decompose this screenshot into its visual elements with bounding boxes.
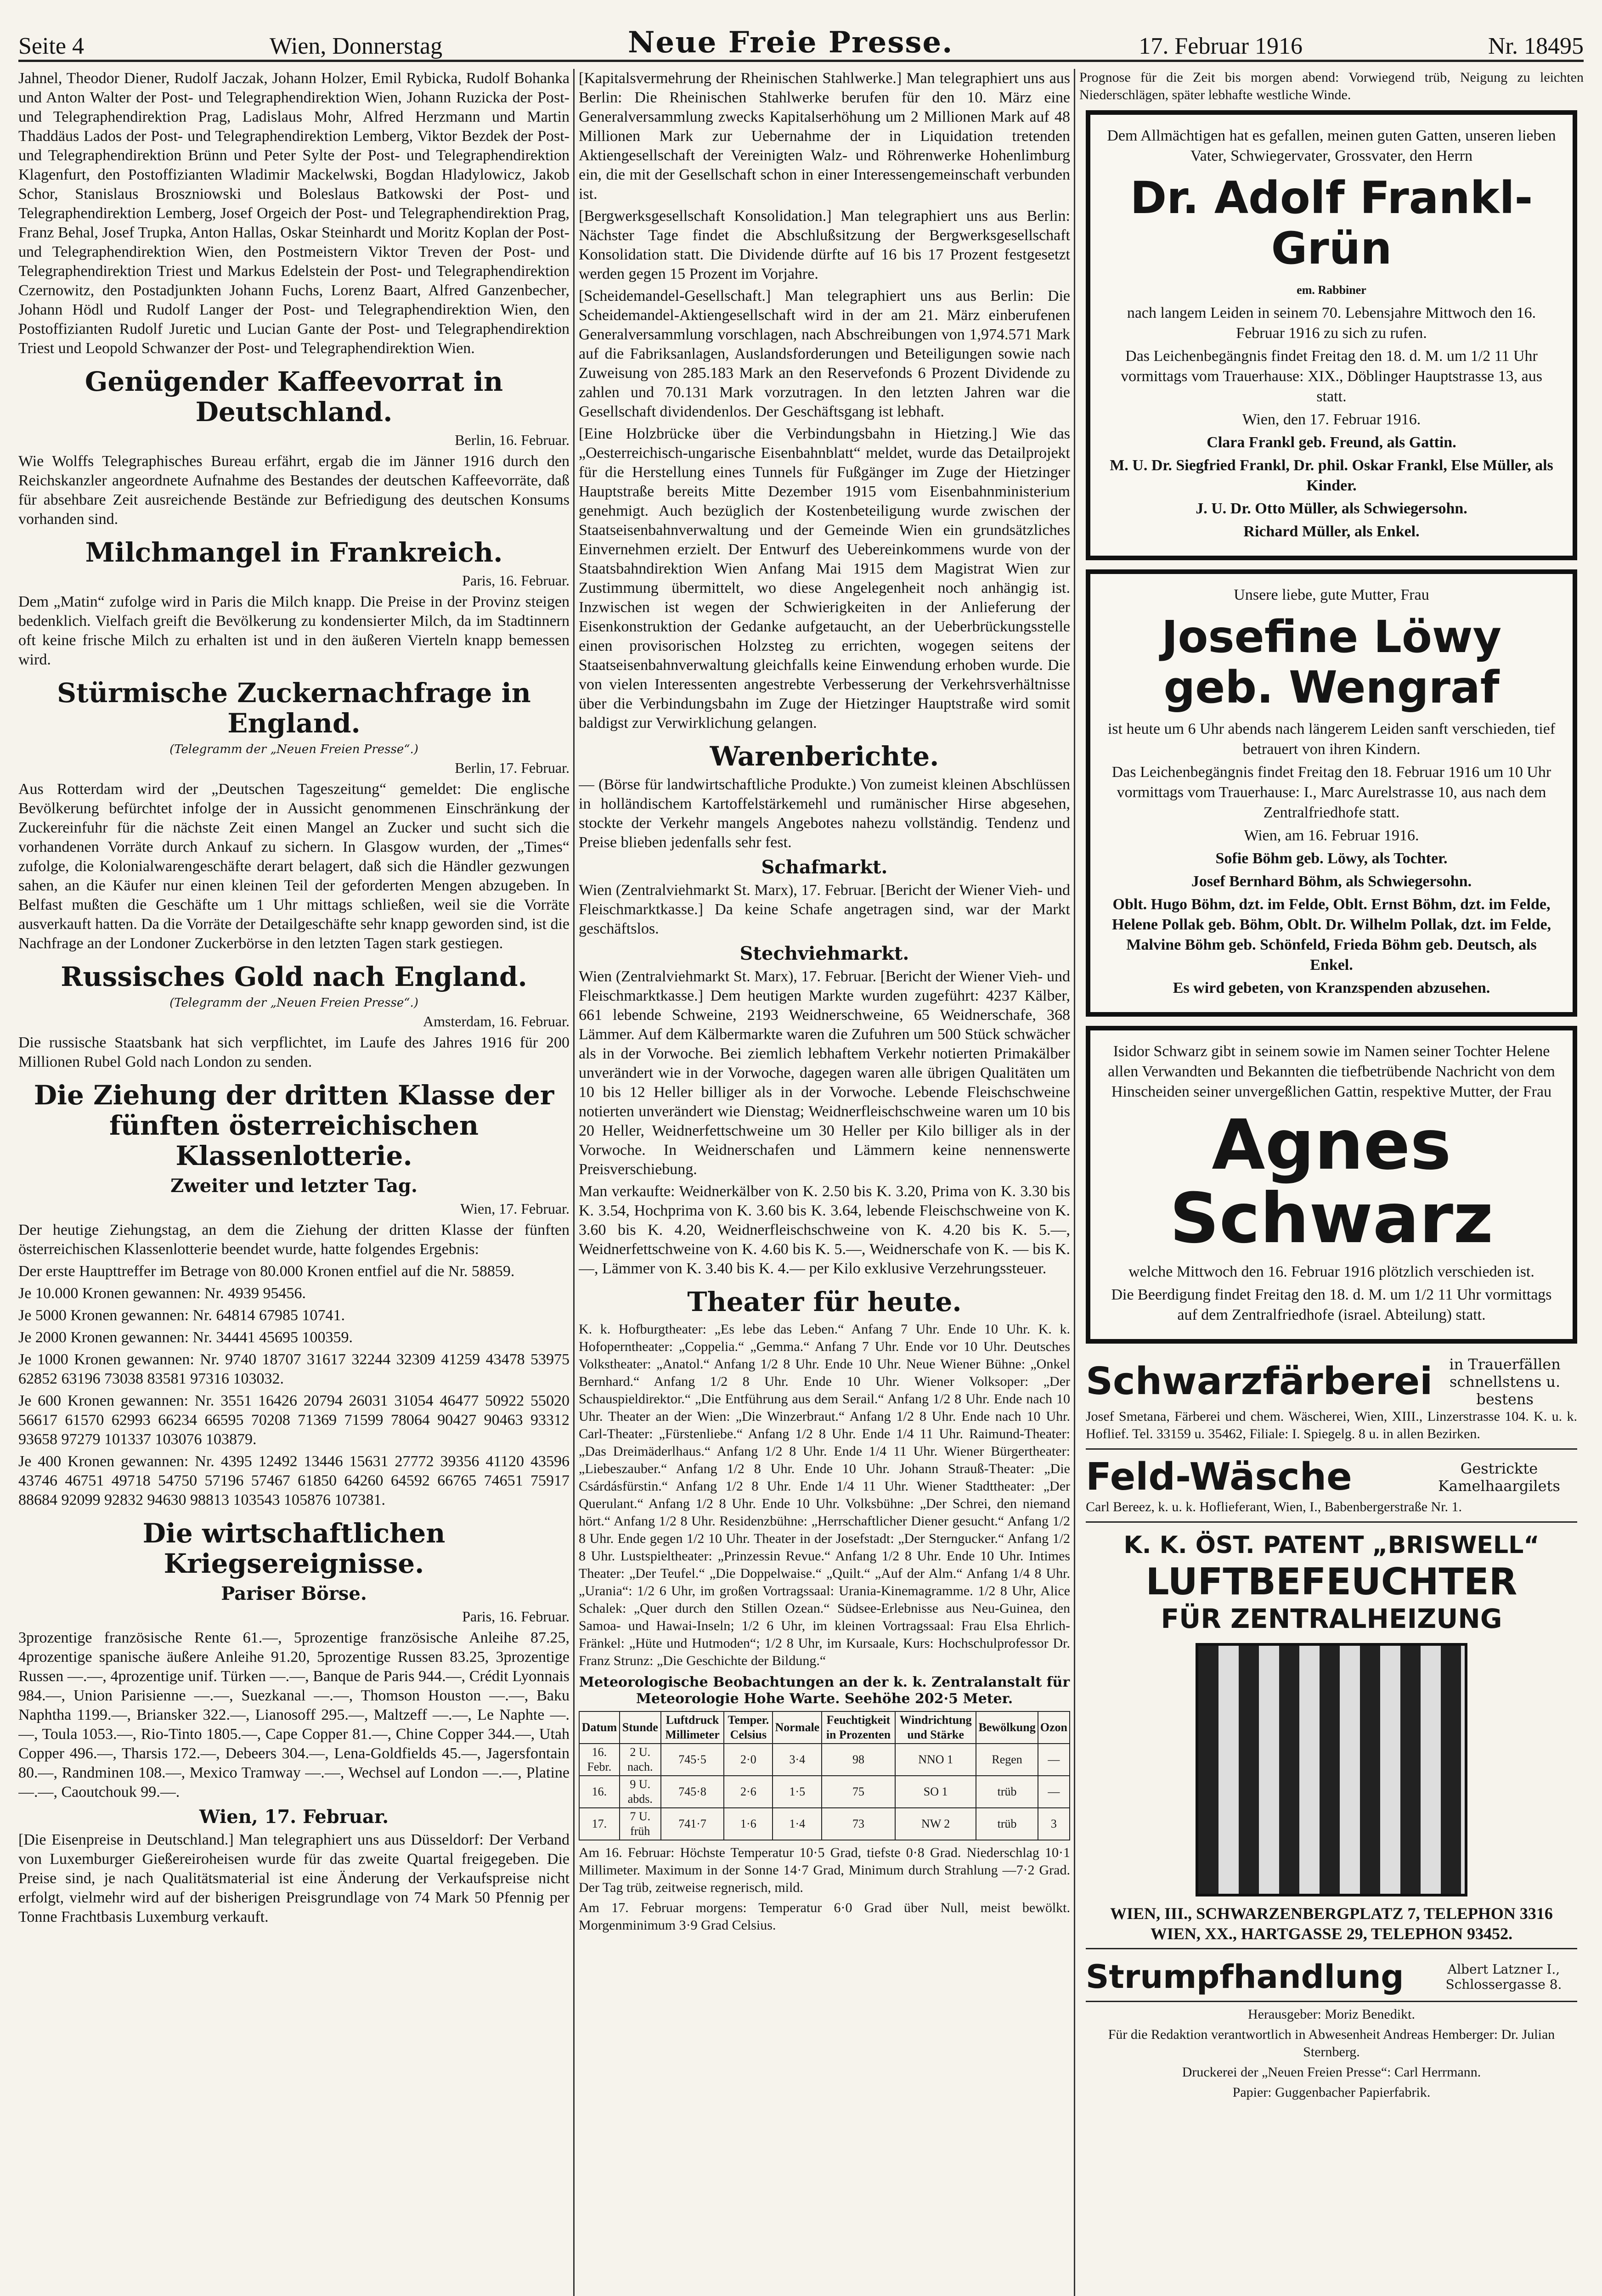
article-text: Wie Wolffs Telegraphisches Bureau erfährt, ergab die im Jänner 1916 durch den Reichskanzler angeordnete Aufnahme des Bestandes der deutschen Kaffeevorräte, daß für absehbare Zeit ausreichende Bestände zur Befriedigung des deutschen Konsums vorhanden sind. xyxy=(18,453,570,528)
ad-side-text: in Trauerfällen schnellstens u. bestens xyxy=(1449,1356,1561,1408)
article-heading: Milchmangel in Frankreich. xyxy=(85,537,503,568)
advertisement xyxy=(1086,1353,1577,1450)
masthead xyxy=(18,18,1584,62)
table-cell: 16. Febr. xyxy=(579,1744,620,1776)
notice-signatory: Josef Bernhard Böhm, als Schwiegersohn. xyxy=(1191,873,1472,890)
ad-headline: Strumpfhandlung xyxy=(1086,1958,1404,1996)
article-text: Wien (Zentralviehmarkt St. Marx), 17. Februar. [Bericht der Wiener Vieh- und Fleischmarktkasse.] Dem heutigen Markte wurden zugeführt: 4237 Kälber, 661 lebende Schweine, 2193 Weidnerschweine, 65 Weidnerschafe, 368 Lämmer. Auf dem Kälbermarkte waren die Zufuhren um 500 Stück schwächer als in der Vorwoche. Bei ziemlich lebhaftem Verkehr notierten Primakälber unverändert wie in der Vorwoche, dagegen waren alle übrigen Qualitäten um 10 bis 12 Heller billiger als in der Vorwoche. Lebende Fleischschweine notierten unverändert wie Dienstag; Weidnerfleischschweine waren um 10 bis 20 Heller, Weidnerfettschweine um 30 Heller per Kilo billiger als in der Vorwoche. In Weidnerschafen und Lämmern keine nennenswerte Preisverschiebung. xyxy=(579,968,1070,1178)
notice-signatory: Richard Müller, als Enkel. xyxy=(1243,523,1420,540)
notice-name: Agnes Schwarz xyxy=(1169,1105,1494,1259)
article-text: [Bergwerksgesellschaft Konsolidation.] Man telegraphiert uns aus Berlin: Nächster Tage findet die Abschlußsitzung der Bergwerksgesellschaft Konsolidation statt. Die Dividende dürfte auf 16 bis 17 Prozent festgesetzt werden gegen 15 Prozent im Vorjahre. xyxy=(579,208,1070,282)
imprint xyxy=(1079,2006,1584,2101)
article-text: Der heutige Ziehungstag, an dem die Ziehung der dritten Klasse der fünften österreichischen Klassenlotterie beendet wurde, hatte folgendes Ergebnis: xyxy=(18,1221,570,1258)
article-text: 3prozentige französische Rente 61.—, 5prozentige französische Anleihe 87.25, 4prozentige spanische äußere Anleihe 91.20, 5prozentige Russen 83.25, 3prozentige Russen —.—, 4prozentige unif. Türken —.—, Banque de Paris 944.—, Crédit Lyonnais 984.—, Union Parisienne —.—, Suezkanal —.—, Thomson Houston —.—, Baku Naphtha 1199.—, Briansker 322.—, Lianosoff 295.—, Maltzeff —.—, Le Naphte —.—, Toula 1053.—, Rio-Tinto 1805.—, Cape Copper 81.—, Chine Copper 344.—, Utah Copper 496.—, Tharsis 172.—, Debeers 304.—, Lena-Goldfields 45.—, Jagersfontain 80.—, Randminen 108.—, Mexico Tramway —.—, Wechsel auf London —.—, Platine —.—, Caoutchouk 99.—. xyxy=(18,1629,570,1801)
table-header: Windrichtung und Stärke xyxy=(895,1711,976,1744)
section-heading: Theater für heute. xyxy=(687,1286,962,1317)
table-row xyxy=(579,1808,1070,1840)
table-cell: 3·4 xyxy=(773,1744,822,1776)
table-cell: 1·4 xyxy=(773,1808,822,1840)
notice-signatory: Es wird gebeten, von Kranzspenden abzusehen. xyxy=(1173,979,1490,996)
imprint-line: Papier: Guggenbacher Papierfabrik. xyxy=(1232,2085,1431,2100)
place-day: Wien, Donnerstag xyxy=(269,33,443,59)
dateline: Paris, 16. Februar. xyxy=(462,572,570,589)
dateline: Berlin, 17. Februar. xyxy=(455,760,570,776)
article-text: — (Börse für landwirtschaftliche Produkte.) Von zumeist kleinen Abschlüssen in holländischem Kartoffelstärkemehl und rumänischer Hirse abgesehen, stockte der Verkehr mangels Angebotes nahezu vollständig. Tendenz und Preise blieben jedenfalls sehr fest. xyxy=(579,776,1070,851)
table-cell: 2 U. nach. xyxy=(620,1744,661,1776)
ad-text: Josef Smetana, Färberei und chem. Wäscherei, Wien, XIII., Linzerstrasse 104. K. u. k. Hoflief. Tel. 33159 u. 35462, Filiale: I. Spiegelg. 8 u. in allen Bezirken. xyxy=(1086,1409,1577,1441)
ad-side-text: Gestrickte Kamelhaargilets xyxy=(1438,1460,1560,1495)
article-text: [Eine Holzbrücke über die Verbindungsbahn in Hietzing.] Wie das „Oesterreichisch-ungarische Eisenbahnblatt“ meldet, wurde das Detailprojekt für die Herstellung eines Tunnels für Fußgänger im Zuge der Hietzinger Hauptstraße bereits Mitte Dezember 1915 vom Eisenbahnministerium genehmigt. Auch bezüglich der Kostenbeteiligung wurde zwischen der Staatseisenbahnverwaltung und der Gemeinde Wien ein grundsätzliches Einvernehmen erzielt. Der Entwurf des Uebereinkommens wurde von der Staatsbahndirektion Wien Anfang Mai 1915 dem Magistrat Wien zur Zustimmung übermittelt, wo diese Angelegenheit noch anhängig ist. Inzwischen ist wegen der Schwierigkeiten in der Anlieferung der Eisenkonstruktion der Gedanke aufgetaucht, an der Ueberbrückungsstelle einen provisorischen Holzsteg zu errichten, wogegen seitens der Staatseisenbahnverwaltung gleichfalls keine Einwendung erhoben wurde. Die von vielen Interessenten angestrebte Verbesserung der Verkehrsverhältnisse über die Verbindungsbahn im Zuge der Hietzinger Hauptstraße wird somit baldigst zur Verwirklichung gelangen. xyxy=(579,425,1070,732)
imprint-line: Druckerei der „Neuen Freien Presse“: Carl Herrmann. xyxy=(1182,2065,1481,2080)
ad-headline: Feld-Wäsche xyxy=(1086,1455,1352,1499)
article-text: [Scheidemandel-Gesellschaft.] Man telegraphiert uns aus Berlin: Die Scheidemandel-Aktiengesellschaft wird in der am 21. März einberufenen Generalversammlung vorschlagen, nach Abschreibungen von 1,974.571 Mark auf die Fabriksanlagen, Auslandsforderungen und Beteiligungen sowie nach Zuweisung von 285.183 Mark an den Reservefonds 6 Prozent Dividende zu zahlen und 70.131 Mark vorzutragen. In den letzten Jahren war die Gesellschaft dividendenlos. Der Geschäftsgang ist lebhaft. xyxy=(579,287,1070,420)
ad-text: WIEN, III., SCHWARZENBERGPLATZ 7, TELEPHON 3316 xyxy=(1110,1904,1553,1923)
table-cell: 745·5 xyxy=(661,1744,724,1776)
notice-text: nach langem Leiden in seinem 70. Lebensjahre Mittwoch den 16. Februar 1916 zu sich zu rufen. xyxy=(1127,304,1536,342)
dateline: Berlin, 16. Februar. xyxy=(455,432,570,448)
lottery-main-prize: Der erste Haupttreffer im Betrage von 80.000 Kronen entfiel auf die Nr. 58859. xyxy=(18,1263,515,1280)
column-rule xyxy=(1074,69,1075,2296)
lottery-line: Je 1000 Kronen gewannen: Nr. 9740 18707 31617 32244 32309 41259 43478 53975 62852 63196 73038 83581 97316 103032. xyxy=(18,1351,570,1387)
page-number: Seite 4 xyxy=(18,33,84,59)
table-header: Feuchtigkeit in Prozenten xyxy=(822,1711,895,1744)
imprint-line: Herausgeber: Moriz Benedikt. xyxy=(1247,2007,1416,2022)
article-subheading: Wien, 17. Februar. xyxy=(199,1806,389,1828)
table-cell: trüb xyxy=(976,1808,1038,1840)
table-header-row xyxy=(579,1711,1070,1744)
table-cell: 9 U. abds. xyxy=(620,1776,661,1808)
notice-signatory: Oblt. Hugo Böhm, dzt. im Felde, Oblt. Ernst Böhm, dzt. im Felde, Helene Pollak geb. Böhm, Oblt. Dr. Wilhelm Pollak, dzt. im Felde, Malvine Böhm geb. Schönfeld, Frieda Böhm geb. Deutsch, als Enkel. xyxy=(1111,896,1551,974)
table-cell: trüb xyxy=(976,1776,1038,1808)
notice-signatory: Clara Frankl geb. Freund, als Gattin. xyxy=(1207,434,1456,451)
weather-text: Am 16. Februar: Höchste Temperatur 10·5 Grad, tiefste 0·8 Grad. Niederschlag 10·1 Millimeter. Maximum in der Sonne 14·7 Grad, Minimum durch Strahlung —7·2 Grad. Der Tag trüb, zeitweise regnerisch, mild. xyxy=(579,1845,1070,1895)
column-1 xyxy=(18,69,570,2296)
table-row xyxy=(579,1776,1070,1808)
ad-headline: LUFTBEFEUCHTER xyxy=(1145,1560,1517,1603)
notice-signatory: J. U. Dr. Otto Müller, als Schwiegersohn. xyxy=(1196,500,1467,517)
article-heading: Die Ziehung der dritten Klasse der fünften österreichischen Klassenlotterie. xyxy=(34,1080,554,1171)
ad-text: WIEN, XX., HARTGASSE 29, TELEPHON 93452. xyxy=(1150,1925,1513,1943)
table-cell: SO 1 xyxy=(895,1776,976,1808)
ad-text: Carl Bereez, k. u. k. Hoflieferant, Wien, I., Babenbergerstraße Nr. 1. xyxy=(1086,1499,1462,1514)
death-notice xyxy=(1086,110,1577,560)
table-cell: Regen xyxy=(976,1744,1038,1776)
table-cell: NW 2 xyxy=(895,1808,976,1840)
article-text: [Kapitalsvermehrung der Rheinischen Stahlwerke.] Man telegraphiert uns aus Berlin: Die Rheinischen Stahlwerke berufen für den 10. März eine Generalversammlung zwecks Kapitalserhöhung um 2 Millionen Mark auf 48 Millionen Mark zur Uebernahme der in Liquidation tretenden Aktiengesellschaft der Vereinigten Walz- und Röhrenwerke Hohenlimburg ein, die mit der Gesellschaft schon in einer Interessengemeinschaft verbunden ist. xyxy=(579,70,1070,203)
table-cell: 16. xyxy=(579,1776,620,1808)
table-cell: 17. xyxy=(579,1808,620,1840)
column-3 xyxy=(1079,69,1584,2296)
ad-headline: K. K. ÖST. PATENT „BRISWELL“ xyxy=(1123,1531,1540,1559)
column-2 xyxy=(579,69,1070,2296)
article-text: Die russische Staatsbank hat sich verpflichtet, im Laufe des Jahres 1916 für 200 Millionen Rubel Gold nach London zu senden. xyxy=(18,1034,570,1070)
table-cell: — xyxy=(1038,1744,1070,1776)
dateline: Paris, 16. Februar. xyxy=(462,1608,570,1625)
table-row xyxy=(579,1744,1070,1776)
table-header: Temper. Celsius xyxy=(724,1711,773,1744)
table-cell: 7 U. früh xyxy=(620,1808,661,1840)
notice-signatory: M. U. Dr. Siegfried Frankl, Dr. phil. Oskar Frankl, Else Müller, als Kinder. xyxy=(1110,457,1553,494)
article-heading: Russisches Gold nach England. xyxy=(61,961,527,992)
dateline: Wien, 17. Februar. xyxy=(460,1200,570,1217)
notice-text: ist heute um 6 Uhr abends nach längerem Leiden sanft verschieden, tief betrauert von ihren Kindern. xyxy=(1107,720,1556,758)
ad-headline: Schwarzfärberei xyxy=(1086,1360,1433,1403)
ad-headline: FÜR ZENTRALHEIZUNG xyxy=(1161,1603,1502,1634)
notice-name: Josefine Löwy geb. Wengraf xyxy=(1161,611,1502,713)
article-heading: Genügender Kaffeevorrat in Deutschland. xyxy=(85,366,503,428)
advertisement xyxy=(1086,1526,1577,1949)
table-cell: 741·7 xyxy=(661,1808,724,1840)
weather-heading: Meteorologische Beobachtungen an der k. k. Zentralanstalt für Meteorologie Hohe Warte. Seehöhe 202·5 Meter. xyxy=(579,1674,1070,1707)
column-rule xyxy=(573,69,575,2296)
notice-text: Das Leichenbegängnis findet Freitag den 18. d. M. um 1/2 11 Uhr vormittags vom Trauerhause: XIX., Döblinger Hauptstrasse 13, aus statt. xyxy=(1121,348,1542,405)
article-text: Wien (Zentralviehmarkt St. Marx), 17. Februar. [Bericht der Wiener Vieh- und Fleischmarktkasse.] Da keine Schafe angetragen sind, war der Markt geschäftslos. xyxy=(579,882,1070,937)
table-cell: 3 xyxy=(1038,1808,1070,1840)
article-text: Dem „Matin“ zufolge wird in Paris die Milch knapp. Die Preise in der Provinz steigen bedenklich. Vielfach greift die Bevölkerung zu kondensierter Milch, da im Stadtinnern oft keine frische Milch zu erhalten ist und in den äußeren Vierteln knapp bemessen wird. xyxy=(18,593,570,668)
article-subheading: Schafmarkt. xyxy=(761,856,888,878)
dateline: Amsterdam, 16. Februar. xyxy=(423,1013,570,1030)
article-subheading: Zweiter und letzter Tag. xyxy=(170,1175,417,1197)
notice-text: Das Leichenbegängnis findet Freitag den 18. Februar 1916 um 10 Uhr vormittags vom Trauerhause: I., Marc Aurelstrasse 10, aus nach dem Zentralfriedhofe statt. xyxy=(1111,764,1551,821)
table-cell: — xyxy=(1038,1776,1070,1808)
advertisement xyxy=(1086,1453,1577,1523)
imprint-line: Für die Redaktion verantwortlich in Abwesenheit Andreas Hemberger: Dr. Julian Sternberg. xyxy=(1108,2027,1555,2060)
table-header: Stunde xyxy=(620,1711,661,1744)
weather-table xyxy=(579,1711,1070,1840)
table-cell: NNO 1 xyxy=(895,1744,976,1776)
article-heading: Stürmische Zuckernachfrage in England. xyxy=(57,677,531,739)
notice-text: Die Beerdigung findet Freitag den 18. d. M. um 1/2 11 Uhr vormittags auf dem Zentralfriedhofe (israel. Abteilung) statt. xyxy=(1111,1286,1552,1323)
telegram-note: (Telegramm der „Neuen Freien Presse“.) xyxy=(169,743,418,756)
table-cell: 745·8 xyxy=(661,1776,724,1808)
article-text: Man verkaufte: Weidnerkälber von K. 2.50 bis K. 3.20, Prima von K. 3.30 bis K. 3.54, Hochprima von K. 3.60 bis K. 3.64, lebende Fleischschweine von K. 3.60 bis K. 4.20, Weidnerfleischschweine von K. 4.20 bis K. 5.—, Weidnerfettschweine von K. 4.60 bis K. 5.—, Weidnerschafe von K. — bis K. —, Lämmer von K. 3.40 bis K. 4.— per Kilo exklusive Verzehrungssteuer. xyxy=(579,1183,1070,1277)
article-text: [Die Eisenpreise in Deutschland.] Man telegraphiert uns aus Düsseldorf: Der Verband von Luxemburger Gießereiroheisen wurde für das zweite Quartal freigegeben. Die Preise sind, je nach Qualitätsmaterial ist eine Änderung der Verkaufspreise nicht erfolgt, vielmehr wird auf der bisherigen Preisgrundlage von 74 Mark 50 Pfennig per Tonne Frachtbasis Luxemburg verkauft. xyxy=(18,1831,570,1925)
lottery-line: Je 2000 Kronen gewannen: Nr. 34441 45695 100359. xyxy=(18,1329,353,1346)
notice-text: welche Mittwoch den 16. Februar 1916 plötzlich verschieden ist. xyxy=(1128,1263,1534,1280)
lottery-line: Je 600 Kronen gewannen: Nr. 3551 16426 20794 26031 31054 46477 50922 55020 56617 61570 62993 66234 66595 70208 71369 71599 78064 90427 90463 93312 93658 97279 101337 103076 103879. xyxy=(18,1392,570,1448)
notice-text: Dem Allmächtigen hat es gefallen, meinen guten Gatten, unseren lieben Vater, Schwiegervater, Grossvater, den Herrn xyxy=(1107,127,1556,164)
notice-text: Unsere liebe, gute Mutter, Frau xyxy=(1234,586,1429,603)
weather-text: Am 17. Februar morgens: Temperatur 6·0 Grad über Null, meist bewölkt. Morgenminimum 3·9 Grad Celsius. xyxy=(579,1900,1070,1933)
lottery-line: Je 5000 Kronen gewannen: Nr. 64814 67985 10741. xyxy=(18,1307,345,1324)
table-cell: 2·6 xyxy=(724,1776,773,1808)
table-header: Bewölkung xyxy=(976,1711,1038,1744)
death-notice xyxy=(1086,569,1577,1017)
table-cell: 1·6 xyxy=(724,1808,773,1840)
table-cell: 1·5 xyxy=(773,1776,822,1808)
notice-role: em. Rabbiner xyxy=(1297,283,1366,297)
telegram-note: (Telegramm der „Neuen Freien Presse“.) xyxy=(169,996,418,1010)
section-heading: Warenberichte. xyxy=(710,741,939,772)
issue-date: 17. Februar 1916 xyxy=(1139,33,1303,59)
notice-text: Isidor Schwarz gibt in seinem sowie im Namen seiner Tochter Helene allen Verwandten und Bekannten die tiefbetrübende Nachricht von dem Hinscheiden seiner unvergeßlichen Gattin, respektive Mutter, der Frau xyxy=(1108,1043,1555,1100)
article-heading: Die wirtschaftlichen Kriegsereignisse. xyxy=(142,1518,446,1579)
newspaper-title: Neue Freie Presse. xyxy=(628,25,953,60)
issue-number: Nr. 18495 xyxy=(1488,33,1584,59)
article-text: Aus Rotterdam wird der „Deutschen Tageszeitung“ gemeldet: Die englische Bevölkerung befürchtet infolge der in Aussicht genommenen Einschränkung der Zuckereinfuhr für die nächste Zeit einen Mangel an Zucker und sucht sich die vorhandenen Vorräte durch Ankauf zu sichern. In Glasgow wurden, der „Times“ zufolge, die Kolonialwarengeschäfte derart belagert, daß sich die Händler gezwungen sahen, an die Käufer nur einen kleinen Teil der geforderten Mengen abzugeben. In Belfast mußten die Geschäfte um 1 Uhr mittags schließen, weil sie die Vorräte ausverkauft hatten. Da die Vorräte der Detailgeschäfte sehr knapp geworden sind, ist die Nachfrage an der Londoner Zuckerbörse in den letzten Tagen stark gestiegen. xyxy=(18,781,570,952)
table-cell: 98 xyxy=(822,1744,895,1776)
table-header: Luftdruck Millimeter xyxy=(661,1711,724,1744)
notice-date: Wien, am 16. Februar 1916. xyxy=(1244,827,1419,844)
advertisement xyxy=(1086,1953,1577,2002)
table-header: Normale xyxy=(773,1711,822,1744)
table-header: Ozon xyxy=(1038,1711,1070,1744)
article-text: Jahnel, Theodor Diener, Rudolf Jaczak, Johann Holzer, Emil Rybicka, Rudolf Bohanka und Anton Walter der Post- und Telegraphendirektion Wien, Johann Ruzicka der Post- und Telegraphendirektion Prag, Ladislaus Mohr, Alfred Herzmann und Martin Thaddäus Lados der Post- und Telegraphendirektion Lemberg, Viktor Bezdek der Post- und Telegraphendirektion Brünn und Peter Sylte der Post- und Telegraphendirektion Klagenfurt, den Postoffizianten Wladimir Mackelwski, Bogdan Hladylowicz, Jakob Schor, Stanislaus Broszniowski und Boleslaus Batkowski der Post- und Telegraphendirektion Lemberg, Josef Orgeich der Post- und Telegraphendirektion Prag, Franz Behal, Josef Trupka, Anton Hallas, Oskar Steinhardt und Moritz Koplan der Post- und Telegraphendirektion Wien, den Postmeistern Viktor Treven der Post- und Telegraphendirektion Triest und Markus Edelstein der Post- und Telegraphendirektion Czernowitz, den Postadjunkten Johann Fuchs, Lorenz Baart, Alfred Ganzenbecher, Johann Hödl und Rudolf Langer der Post- und Telegraphendirektion Wien, den Postoffizianten Rudolf Juretic und Lucian Gante der Post- und Telegraphendirektion Triest und Leopold Schwanzer der Post- und Telegraphendirektion Wien. xyxy=(18,70,570,357)
lottery-line: Je 10.000 Kronen gewannen: Nr. 4939 95456. xyxy=(18,1285,306,1302)
notice-name: Dr. Adolf Frankl-Grün xyxy=(1130,172,1533,274)
weather-forecast: Prognose für die Zeit bis morgen abend: Vorwiegend trüb, Neigung zu leichten Niederschlägen, später lebhafte westliche Winde. xyxy=(1079,70,1584,102)
notice-date: Wien, den 17. Februar 1916. xyxy=(1242,411,1421,428)
notice-signatory: Sofie Böhm geb. Löwy, als Tochter. xyxy=(1215,850,1448,867)
death-notice xyxy=(1086,1026,1577,1344)
radiator-illustration xyxy=(1196,1643,1467,1896)
table-cell: 73 xyxy=(822,1808,895,1840)
lottery-line: Je 400 Kronen gewannen: Nr. 4395 12492 13446 15631 27772 39356 41120 43596 43746 46751 49718 54750 57196 57467 61850 64260 64592 66765 74651 75917 88684 92099 92832 94630 98813 103543 105876 107381. xyxy=(18,1453,570,1508)
article-subheading: Pariser Börse. xyxy=(221,1583,367,1604)
theater-listing: K. k. Hofburgtheater: „Es lebe das Leben.“ Anfang 7 Uhr. Ende 10 Uhr. K. k. Hofoperntheater: „Coppelia.“ „Gemma.“ Anfang 7 Uhr. Ende vor 10 Uhr. Deutsches Volkstheater: „Anatol.“ Anfang 1/2 8 Uhr. Ende 10 Uhr. Neue Wiener Bühne: „Onkel Bernhard.“ Anfang 1/2 8 Uhr. Ende 10 Uhr. Wiener Volksoper: „Der Schauspieldirektor.“ „Die Entführung aus dem Serail.“ Anfang 1/2 8 Uhr. Ende nach 10 Uhr. Theater an der Wien: „Die Winzerbraut.“ Anfang 1/2 8 Uhr. Ende nach 10 Uhr. Carl-Theater: „Fürstenliebe.“ Anfang 1/2 8 Uhr. Ende 1/4 11 Uhr. Raimund-Theater: „Das Dreimäderlhaus.“ Anfang 1/2 8 Uhr. Ende 1/4 11 Uhr. Wiener Bürgertheater: „Liebeszauber.“ Anfang 1/2 8 Uhr. Ende 10 Uhr. Johann Strauß-Theater: „Die Csárdásfürstin.“ Anfang 1/2 8 Uhr. Ende 1/4 11 Uhr. Wiener Stadttheater: „Der Querulant.“ Anfang 1/2 8 Uhr. Ende 10 Uhr. Volksbühne: „Der Schrei, den niemand hört.“ Anfang 1/2 8 Uhr. Residenzbühne: „Herrschaftlicher Diener gesucht.“ Anfang 1/2 8 Uhr. Ende gegen 1/2 10 Uhr. Theater in der Josefstadt: „Der Sterngucker.“ Anfang 1/2 8 Uhr. Lustspieltheater: „Prinzessin Revue.“ Anfang 1/2 8 Uhr. Ende 10 Uhr. Intimes Theater: „Der Teufel.“ „Die Doppelwaise.“ „Quilt.“ „Auf der Alm.“ Anfang 1/4 8 Uhr. „Urania“: 1/2 6 Uhr, im großen Vortragssaal: Urania-Kinemagramme. 1/2 8 Uhr, Alice Schalek: „Quer durch den Stillen Ozean.“ Südsee-Erlebnisse aus Neu-Guinea, den Samoa- und Hawai-Inseln; 1/2 6 Uhr, im kleinen Vortragssaal: Frau Elsa Ehrlich-Fränkel: „Hüte und Hutmoden“; 1/2 8 Uhr, im Kursaale, Kurs: Hochschulprofessor Dr. Franz Strunz: „Die Geschichte der Bildung.“ xyxy=(579,1322,1070,1668)
table-cell: 2·0 xyxy=(724,1744,773,1776)
ad-side-text: Albert Latzner I., Schlossergasse 8. xyxy=(1445,1962,1562,1992)
table-cell: 75 xyxy=(822,1776,895,1808)
article-subheading: Stechviehmarkt. xyxy=(739,943,909,964)
table-header: Datum xyxy=(579,1711,620,1744)
